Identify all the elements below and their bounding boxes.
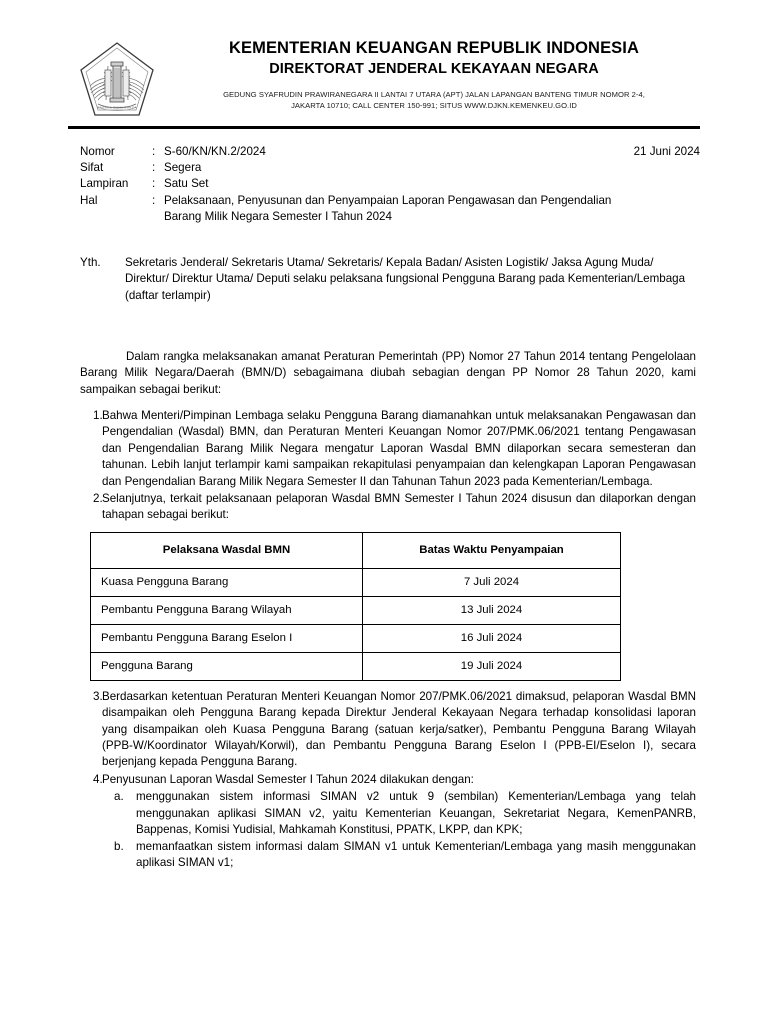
list-item-marker: 1. [93,409,103,422]
table-row [91,568,621,596]
table-row [91,596,621,624]
table-cell-pelaksana: Pembantu Pengguna Barang Eselon I [91,624,363,652]
recipient-names: Sekretaris Jenderal/ Sekretaris Utama/ Sekretaris/ Kepala Badan/ Asisten Logistik/ Jaksa Agung Muda/ Direktur/ Direktur Utama/ Deputi selaku pelaksana fungsional Pengguna Barang pada Kementerian/Lembaga [125,256,686,286]
table-header-pelaksana: Pelaksana Wasdal BMN [91,532,363,568]
sub-list-item-text: menggunakan sistem informasi SIMAN v2 untuk 9 (sembilan) Kementerian/Lembaga yang telah menggunakan aplikasi SIMAN v2, yaitu Kementerian Keuangan, Sekretariat Negara, KemenPANRB, Bappenas, Komisi Yudisial, Mahkamah Konstitusi, PPATK, LKPP, dan KPK; [136,790,696,837]
table-row [91,624,621,652]
address-line-2: JAKARTA 10710; CALL CENTER 150-991; SITUS WWW.DJKN.KEMENKEU.GO.ID [291,100,577,110]
table-cell-batas-waktu: 13 Juli 2024 [363,596,621,624]
lampiran-value: Satu Set [164,177,209,191]
recipient-label: Yth. [80,256,101,269]
table-cell-pelaksana: Pengguna Barang [91,652,363,680]
table-cell-batas-waktu: 19 Juli 2024 [363,652,621,680]
list-item-text: Bahwa Menteri/Pimpinan Lembaga selaku Pengguna Barang diamanahkan untuk melaksanakan Pengawasan dan Pengendalian (Wasdal) BMN, dan Peraturan Menteri Keuangan Nomor 207/PMK.06/2021 tentang Pengawasan dan Pengendalian Barang Milik Negara mengatur Laporan Wasdal BMN dilaporkan secara semesteran dan tahunan. Lebih lanjut terlampir kami sampaikan rekapitulasi penyampaian dan kelengkapan Laporan Pengawasan dan Pengendalian Barang Milik Negara Semester II dan Tahunan Tahun 2023 pada Kementerian/Lembaga. [102,409,696,488]
list-item-text: Penyusunan Laporan Wasdal Semester I Tahun 2024 dilakukan dengan: [102,772,474,786]
table-cell-pelaksana: Kuasa Pengguna Barang [91,568,363,596]
opening-paragraph: Dalam rangka melaksanakan amanat Peraturan Pemerintah (PP) Nomor 27 Tahun 2014 tentang Pengelolaan Barang Milik Negara/Daerah (BMN/D) sebagaimana diubah sebagian dengan PP Nomor 28 Tahun 2020, kami sampaikan sebagai berikut: [80,350,696,396]
sub-list-item [114,789,696,838]
sifat-label: Sifat [80,161,104,175]
ministry-name: KEMENTERIAN KEUANGAN REPUBLIK INDONESIA [228,39,639,57]
directorate-name: DIREKTORAT JENDERAL KEKAYAAN NEGARA [269,61,599,77]
hal-value: Pelaksanaan, Penyusunan dan Penyampaian Laporan Pengawasan dan Pengendalian Barang Milik Negara Semester I Tahun 2024 [164,193,612,223]
sub-list-item-marker: b. [114,839,124,853]
lampiran-label: Lampiran [80,177,129,191]
hal-label: Hal [80,193,98,207]
svg-text:NAGARA DANA RAKCA: NAGARA DANA RAKCA [97,105,137,110]
list-item-marker: 3. [93,689,103,703]
sifat-colon: : [152,161,156,175]
list-item-marker: 2. [93,492,103,506]
letterhead-text [160,38,708,111]
address-line-1: GEDUNG SYAFRUDIN PRAWIRANEGARA II LANTAI 7 UTARA (APT) JALAN LAPANGAN BANTENG TIMUR NOMOR 2-4, [223,90,645,99]
table-cell-pelaksana: Pembantu Pengguna Barang Wilayah [91,596,363,624]
sub-list-item [114,839,696,872]
table-header-row [91,532,621,568]
recipient-body [125,255,696,304]
schedule-table [90,532,621,681]
nomor-label: Nomor [80,145,115,158]
nomor-colon: : [152,145,156,158]
table-row [91,652,621,680]
numbered-list [80,408,696,871]
table-cell-batas-waktu: 7 Juli 2024 [363,568,621,596]
meta-row-sifat [80,160,700,176]
table-cell-batas-waktu: 16 Juli 2024 [363,624,621,652]
sub-list [114,789,696,871]
hal-colon: : [152,193,156,207]
list-item-text: Berdasarkan ketentuan Peraturan Menteri Keuangan Nomor 207/PMK.06/2021 dimaksud, pelaporan Wasdal BMN disampaikan oleh Pengguna Barang kepada Direktur Jenderal Kekayaan Negara terhadap konsolidasi laporan yang disampaikan oleh Kuasa Pengguna Barang (satuan kerja/satker), Pembantu Pengguna Barang Wilayah (PPB-W/Koordinator Wilayah/Korwil), dan Pembantu Pengguna Barang Eselon I (PPB-EI/Eselon I), secara berjenjang kepada Pengguna Barang. [102,689,696,769]
recipient-block [80,255,696,304]
recipient-note: (daftar terlampir) [125,288,211,302]
meta-row-lampiran [80,176,700,192]
letter-date: 21 Juni 2024 [633,145,700,158]
meta-row-hal [80,193,700,225]
letter-meta [80,144,700,225]
nomor-value: S-60/KN/KN.2/2024 [164,145,266,158]
list-item-marker: 4. [93,772,103,786]
list-item-text: Selanjutnya, terkait pelaksanaan pelaporan Wasdal BMN Semester I Tahun 2024 disusun dan dilaporkan dengan tahapan sebagai berikut: [102,492,696,522]
letterhead [0,38,768,126]
list-item [80,689,696,771]
sub-list-item-text: memanfaatkan sistem informasi dalam SIMAN v1 untuk Kementerian/Lembaga yang masih menggunakan aplikasi SIMAN v1; [136,839,696,869]
schedule-table-wrapper [90,532,620,681]
lampiran-colon: : [152,177,156,191]
meta-row-nomor [80,144,700,160]
sifat-value: Segera [164,161,202,175]
list-item [80,772,696,788]
list-item [80,491,696,524]
kemenkeu-emblem-icon [78,40,156,122]
sub-list-item-marker: a. [114,790,124,804]
list-item [80,408,696,490]
table-header-batas-waktu: Batas Waktu Penyampaian [363,532,621,568]
letterhead-divider [68,126,700,129]
